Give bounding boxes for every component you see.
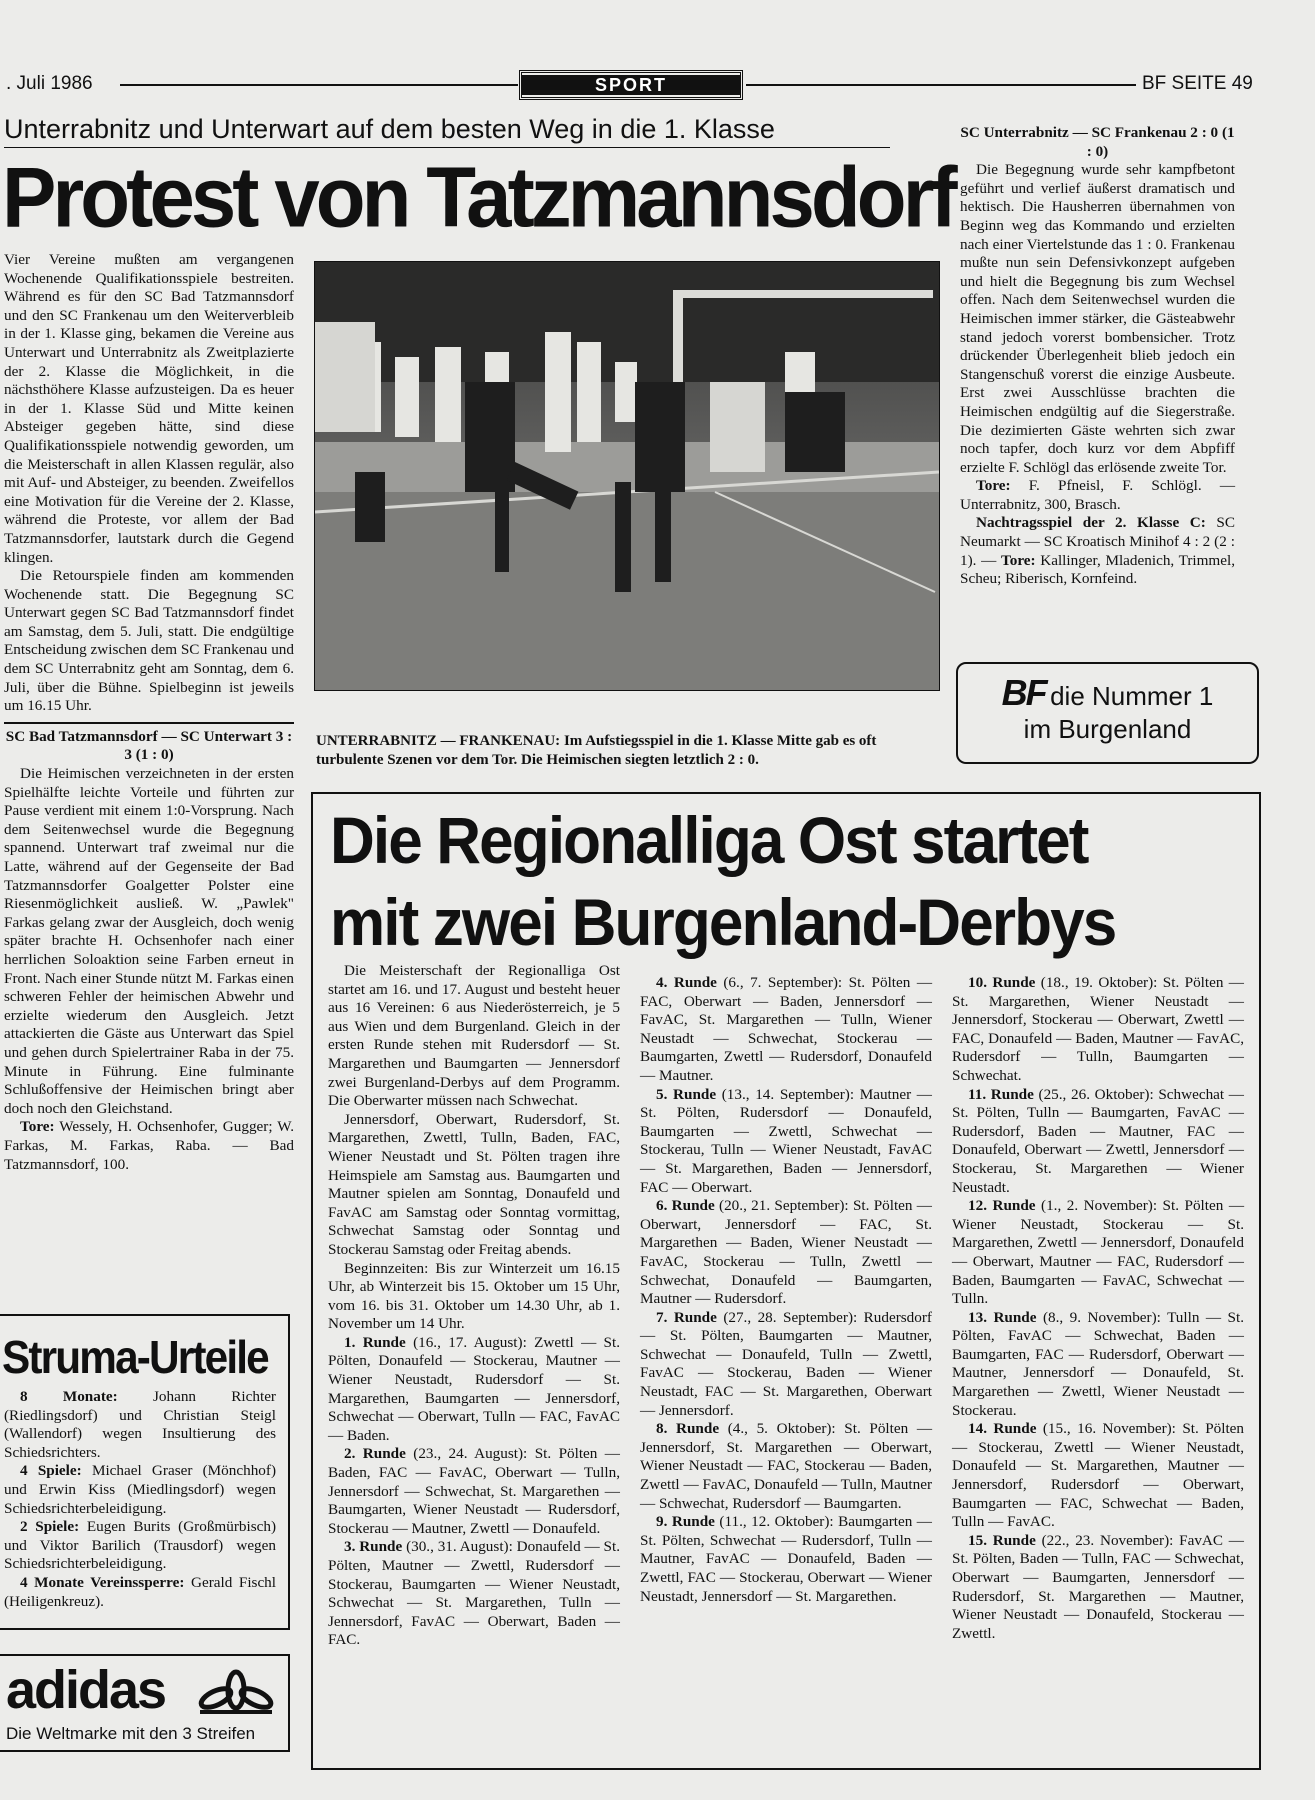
headline-regionalliga-line1: Die Regionalliga Ost startet: [330, 803, 1088, 877]
match2-scorers-label: Tore:: [976, 477, 1011, 495]
round-label: 6. Runde: [656, 1197, 715, 1215]
article2-intro-1: Die Meisterschaft der Regionalliga Ost startet am 16. und 17. August und besteht heuer aus 16 Vereinen: 6 aus Niederösterreich, je 5 aus Wien und dem Burgenland. Gleich in der ersten Runde stehen mit Rudersdorf — St. Margarethen und Baumgarten — Jennersdorf zwei Burgenland-Derbys auf dem Programm. Die Oberwarter müssen nach Schwechat.: [328, 962, 620, 1110]
photo-caption-text: Im Aufstiegsspiel in die 1. Klasse Mitte gab es oft turbulente Szenen vor dem Tor. Die Heimischen siegten letztlich 2 : 0.: [316, 733, 877, 768]
round-label: 13. Runde: [968, 1308, 1037, 1326]
round-label: 1. Runde: [344, 1333, 406, 1351]
match1-title: SC Bad Tatzmannsdorf — SC Unterwart 3 : 3 (1 : 0): [5, 727, 293, 764]
round-fixtures: Tulln — St. Pölten, FavAC — Schwechat, Baden — Baumgarten, FAC — Rudersdorf, Oberwart — Mautner, Jennersdorf — Donaufeld, St. Margarethen — Zwettl, Wiener Neustadt — Stockerau.: [952, 1308, 1244, 1419]
match1-scorers: [4, 1118, 294, 1174]
round-4: [640, 974, 932, 1086]
round-fixtures: St. Pölten — Oberwart, Jennersdorf — FAC, St. Margarethen — Baden, Wiener Neustadt — FavAC, Stockerau — Tulln, Zwettl — Schwechat, Donaufeld — Baumgarten, Mautner — Rudersdorf.: [640, 1197, 932, 1308]
round-fixtures: St. Pölten — Wiener Neustadt, Stockerau — St. Margarethen, Zwettl — Jennersdorf, Donaufeld — Oberwart, Mautner — FAC, Rudersdorf — Baden, Baumgarten — FavAC, Schwechat — Tulln.: [952, 1197, 1245, 1308]
adidas-tagline: Die Weltmarke mit den 3 Streifen: [6, 1724, 256, 1743]
match2-text: Die Begegnung wurde sehr kampfbetont geführt und verlief äußerst dramatisch und hektisch. Die Hausherren übernahmen von Beginn weg das Kommando und erzielten nach einer Viertelstunde das 1 : 0. Frankenau mußte nun sein Defensivkonzept aufgeben und hielt die Begegnung bis zum Wechsel offen. Nach dem Seitenwechsel wurden die Heimischen immer stärker, die Gästeabwehr stand jedoch vorerst bombensicher. Trotz drückender Überlegenheit blieb jedoch ein Stangenschuß vorerst die einzige Ausbeute. Erst zwei Ausschlüsse brachten die Heimischen endgültig auf die Siegerstraße. Die dezimierten Gäste wehrten sich zwar noch tapfer, doch kurz vor dem Abpfiff erzielte F. Schlögl das erlösende zweite Tor.: [960, 161, 1235, 476]
promo-line1-text: die Nummer 1: [1050, 681, 1214, 711]
round-label: 9. Runde: [656, 1513, 715, 1531]
round-date: (30., 31. August):: [406, 1538, 513, 1556]
round-date: (4., 5. Oktober):: [727, 1420, 836, 1438]
round-label: 5. Runde: [656, 1085, 717, 1103]
round-1: [328, 1334, 620, 1446]
match2-scorers-text: F. Pfneisl, F. Schlögl. — Unterrabnitz, 300, Brasch.: [960, 477, 1236, 513]
round-date: (23., 24. August):: [413, 1445, 528, 1463]
nachtrag: [960, 514, 1235, 588]
round-15: [952, 1532, 1244, 1644]
round-date: (25., 26. Oktober):: [1038, 1085, 1154, 1103]
struma-entry: [4, 1518, 276, 1574]
struma-entry-text: Eugen Burits (Großmürbisch) und Viktor Barilich (Trausdorf) wegen Schiedsrichterbeleidigung.: [4, 1518, 276, 1573]
round-fixtures: Baumgarten — St. Pölten, Schwechat — Rudersdorf, Tulln — Mautner, FavAC — Donaufeld, Baden — Zwettl, FAC — Stockerau, Oberwart — Wiener Neustadt, Jennersdorf — St. Margarethen.: [640, 1513, 932, 1605]
match2-scorers: [960, 477, 1235, 514]
struma-entry: [4, 1388, 276, 1462]
headline-regionalliga-line2: mit zwei Burgenland-Derbys: [330, 885, 1116, 959]
football-scene-image: [315, 262, 939, 690]
round-fixtures: Zwettl — St. Pölten, Donaufeld — Stockerau, Mautner — Wiener Neustadt, Rudersdorf — St. Margarethen, Baumgarten — Jennersdorf, Schwechat — Oberwart, Tulln — FAC, FavAC — Baden.: [328, 1333, 621, 1444]
round-date: (8., 9. November):: [1042, 1308, 1161, 1326]
promo-line-1: [958, 672, 1257, 714]
match-photo: [314, 261, 940, 691]
promo-logo: BF: [1001, 672, 1046, 713]
round-8: [640, 1420, 932, 1513]
round-label: 7. Runde: [656, 1308, 717, 1326]
nachtrag-scorers: Kallinger, Mladenich, Trimmel, Scheu; Riberisch, Kornfeind.: [960, 551, 1236, 588]
round-fixtures: St. Pölten — FAC, Oberwart — Baden, Jennersdorf — FavAC, St. Margarethen — Tulln, Wiener Neustadt — Schwechat, Stockerau — Baumgarten, Zwettl — Rudersdorf, Donaufeld — Mautner.: [640, 974, 933, 1084]
struma-headline: Struma-Urteile: [2, 1331, 268, 1383]
round-6: [640, 1197, 932, 1309]
promo-line2-text: im Burgenland: [1023, 714, 1192, 744]
round-date: (16., 17. August):: [413, 1333, 527, 1351]
round-date: (27., 28. September):: [723, 1308, 858, 1326]
round-5: [640, 1086, 932, 1198]
header-date: . Juli 1986: [6, 73, 93, 94]
round-7: [640, 1309, 932, 1421]
article1-paragraph-2: Die Retourspiele finden am kommenden Wochenende statt. Die Begegnung SC Unterwart gegen SC Bad Tatzmannsdorf findet am Samstag, dem 5. Juli, statt. Die endgültige Entscheidung zwischen dem SC Frankenau und dem SC Unterrabnitz geht am Sonntag, dem 6. Juli, über die Bühne. Spielbeginn ist jeweils um 16.15 Uhr.: [4, 567, 294, 715]
divider: [4, 722, 294, 724]
round-date: (1., 2. November):: [1041, 1197, 1158, 1215]
round-date: (20., 21. September):: [719, 1197, 849, 1215]
struma-entry-label: 4 Monate Vereinssperre:: [20, 1573, 185, 1591]
match1-scorers-label: Tore:: [20, 1118, 55, 1136]
kicker: Unterrabnitz und Unterwart auf dem besten Weg in die 1. Klasse: [4, 114, 775, 144]
round-fixtures: Mautner — St. Pölten, Rudersdorf — Donaufeld, Baumgarten — Zwettl, Schwechat — Stockerau, Tulln — Wiener Neustadt, FavAC — St. Margarethen, Baden — Jennersdorf, FAC — Oberwart.: [640, 1085, 932, 1196]
article1-column-left: [4, 251, 294, 1174]
struma-entry-text: Michael Graser (Mönchhof) und Erwin Kiss (Miedlingsdorf) wegen Schiedsrichterbeleidigung.: [4, 1462, 277, 1517]
adidas-trefoil-icon: [196, 1668, 276, 1716]
page-number: BF SEITE 49: [1142, 73, 1253, 94]
article2-intro-2: Jennersdorf, Oberwart, Rudersdorf, St. Margarethen, Zwettl, Tulln, Baden, FAC, Wiener Neustadt und St. Pölten tragen ihre Heimspiele am Samstag aus. Baumgarten und Mautner spielen am Sonntag, Donaufeld und FavAC am Samstag oder Sonntag vormittag, Schwechat Samstag oder Sonntag und Stockerau Samstag oder Freitag abends.: [328, 1110, 620, 1258]
header-rule-right: [746, 84, 1136, 86]
round-14: [952, 1420, 1244, 1532]
nachtrag-teams: SC Neumarkt — SC Kroatisch Minihof 4 : 2 (2 : 1). —: [960, 514, 1235, 569]
round-9: [640, 1513, 932, 1606]
section-label: [519, 70, 743, 100]
match1-scorers-text: Wessely, H. Ochsenhofer, Gugger; W. Farkas, M. Farkas, Raba. — Bad Tatzmannsdorf, 100.: [4, 1118, 294, 1173]
struma-entries: [4, 1388, 276, 1611]
struma-entry-text: Gerald Fischl (Heiligenkreuz).: [4, 1573, 276, 1610]
round-13: [952, 1309, 1244, 1421]
match2-title: SC Unterrabnitz — SC Frankenau 2 : 0 (1 : 0): [960, 124, 1235, 160]
struma-entry-label: 4 Spiele:: [20, 1462, 82, 1480]
round-2: [328, 1445, 620, 1538]
round-date: (13., 14. September):: [721, 1085, 855, 1103]
struma-entry-label: 8 Monate:: [20, 1388, 118, 1405]
bf-promo-box: [956, 662, 1259, 764]
round-fixtures: St. Pölten — St. Margarethen, Wiener Neustadt — Jennersdorf, Stockerau — Oberwart, Zwettl — FAC, Donaufeld — Baden, Mautner — FavAC, Rudersdorf — Tulln, Baumgarten — Schwechat.: [952, 974, 1244, 1084]
article2-column-3: [952, 974, 1244, 1643]
article1-paragraph-1: Vier Vereine mußten am vergangenen Wochenende Qualifikationsspiele bestreiten. Während es für den SC Bad Tatzmannsdorf und den SC Frankenau um den Weiterverbleib in der 1. Klasse ging, bekamen die Vereine aus Unterwart und Unterrabnitz als Zweitplazierte der 2. Klasse die Möglichkeit, in die nächsthöhere Klasse aufzusteigen. Da es heuer in der 1. Klasse Süd und Mitte keinen Absteiger gegeben hätte, sind diese Qualifikationsspiele notwendig geworden, um die Meisterschaft in allen Klassen regulär, also mit Auf- und Absteiger, zu beenden. Zweifellos eine Motivation für die Vereine der 2. Klasse, während die Proteste, vor allem der Bad Tatzmannsdorfer, lautstark durch die Gegend klingen.: [4, 251, 294, 566]
round-fixtures: Rudersdorf — St. Pölten, Baumgarten — Mautner, Schwechat — Donaufeld, Tulln — Zwettl, FavAC — Stockerau, Baden — Wiener Neustadt, FAC — St. Margarethen, Oberwart — Jennersdorf.: [640, 1308, 932, 1419]
article1-column-right: [960, 124, 1235, 589]
round-date: (18., 19. Oktober):: [1040, 974, 1158, 991]
round-label: 4. Runde: [656, 974, 717, 991]
adidas-wordmark: adidas: [6, 1660, 166, 1720]
nachtrag-scorers-label: Tore:: [1000, 551, 1036, 569]
article2-column-2: [640, 974, 932, 1606]
round-fixtures: St. Pölten — Jennersdorf, St. Margarethen — Oberwart, Wiener Neustadt — FAC, Stockerau — Baden, Zwettl — FavAC, Donaufeld — Tulln, Mautner — Schwechat, Rudersdorf — Baumgarten.: [640, 1420, 933, 1512]
round-label: 12. Runde: [968, 1197, 1036, 1215]
round-fixtures: Donaufeld — St. Pölten, Mautner — Zwettl, Rudersdorf — Stockerau, Baumgarten — Wiener Neustadt, Schwechat — St. Margarethen, Tulln — Jennersdorf, FavAC — Oberwart, Baden — FAC.: [328, 1538, 620, 1649]
round-fixtures: Schwechat — St. Pölten, Tulln — Baumgarten, FavAC — Rudersdorf, Baden — Mautner, FAC — Donaufeld, Oberwart — Zwettl, Jennersdorf — Stockerau, St. Margarethen — Wiener Neustadt.: [952, 1085, 1244, 1196]
round-fixtures: FavAC — St. Pölten, Baden — Tulln, FAC — Schwechat, Oberwart — Baumgarten, Jennersdorf — Rudersdorf, St. Margarethen — Mautner, Wiener Neustadt — Donaufeld, Stockerau — Zwettl.: [952, 1531, 1244, 1642]
round-label: 8. Runde: [656, 1420, 720, 1438]
section-label-text: SPORT: [522, 75, 740, 95]
round-3: [328, 1538, 620, 1650]
round-fixtures: St. Pölten — Baden, FAC — FavAC, Oberwart — Tulln, Jennersdorf — Schwechat, St. Margarethen — Baumgarten, Wiener Neustadt — Rudersdorf, Stockerau — Mautner, Zwettl — Donaufeld.: [328, 1445, 620, 1537]
nachtrag-label: Nachtragsspiel der 2. Klasse C:: [976, 514, 1206, 532]
round-date: (11., 12. Oktober):: [719, 1513, 834, 1531]
round-date: (6., 7. September):: [723, 974, 843, 991]
struma-entry-text: Johann Richter (Riedlingsdorf) und Christian Steigl (Wallendorf) wegen Insultierung des Schiedsrichters.: [4, 1388, 276, 1461]
header-rule-left: [120, 84, 518, 86]
round-fixtures: St. Pölten — Stockerau, Zwettl — Wiener Neustadt, Donaufeld — St. Margarethen, Mautner — Jennersdorf, Rudersdorf — Oberwart, Baumgarten — FAC, Schwechat — Baden, Tulln — FavAC.: [952, 1420, 1245, 1531]
photo-caption: [316, 732, 944, 770]
round-date: (22., 23. November):: [1041, 1531, 1174, 1549]
round-11: [952, 1086, 1244, 1198]
round-label: 2. Runde: [344, 1445, 406, 1463]
round-12: [952, 1197, 1244, 1309]
adidas-ad: [0, 1654, 290, 1752]
round-date: (15., 16. November):: [1042, 1420, 1176, 1438]
struma-entry-label: 2 Spiele:: [20, 1518, 80, 1536]
struma-box: [0, 1314, 290, 1630]
article2-column-1: [328, 962, 620, 1650]
headline-protest: Protest von Tatzmannsdorf: [2, 149, 954, 245]
round-label: 3. Runde: [344, 1538, 403, 1556]
round-label: 14. Runde: [968, 1420, 1037, 1438]
round-label: 15. Runde: [968, 1531, 1036, 1549]
struma-entry: [4, 1462, 276, 1518]
photo-caption-lead: UNTERRABNITZ — FRANKENAU:: [316, 733, 561, 749]
match1-text: Die Heimischen verzeichneten in der ersten Spielhälfte leichte Vorteile und führten zur Pause verdient mit einem 1:0-Vorsprung. Nach dem Seitenwechsel wurde die Begegnung spannend. Unterwart traf zweimal nur die Latte, während auf der Gegenseite der Bad Tatzmannsdorfer Goalgetter Polster eine Riesenmöglichkeit ausließ. W. „Pawlek" Farkas gelang zwar der Ausgleich, doch wenig später brachte H. Ochsenhofer nach einer herrlichen Soloaktion seine Farben erneut in Front. Nach einer Stunde nützt M. Farkas einen schweren Fehler der heimischen Abwehr und erzielte wiederum den Ausgleich. Jetzt attackierten die Gäste aus Unterwart das Spiel und gehen durch Spielertrainer Raba in der 75. Minute in Führung. Eine fulminante Schlußoffensive der Heimischen bringt aber doch noch den Gleichstand.: [4, 765, 294, 1117]
struma-entry: [4, 1574, 276, 1611]
round-label: 11. Runde: [968, 1085, 1034, 1103]
article2-intro-3: Beginnzeiten: Bis zur Winterzeit um 16.15 Uhr, ab Winterzeit bis 15. Oktober um 15 Uhr, vom 16. bis 31. Oktober um 14.30 Uhr, ab 1. November um 14 Uhr.: [328, 1259, 620, 1333]
round-10: [952, 974, 1244, 1086]
round-label: 10. Runde: [968, 974, 1036, 991]
